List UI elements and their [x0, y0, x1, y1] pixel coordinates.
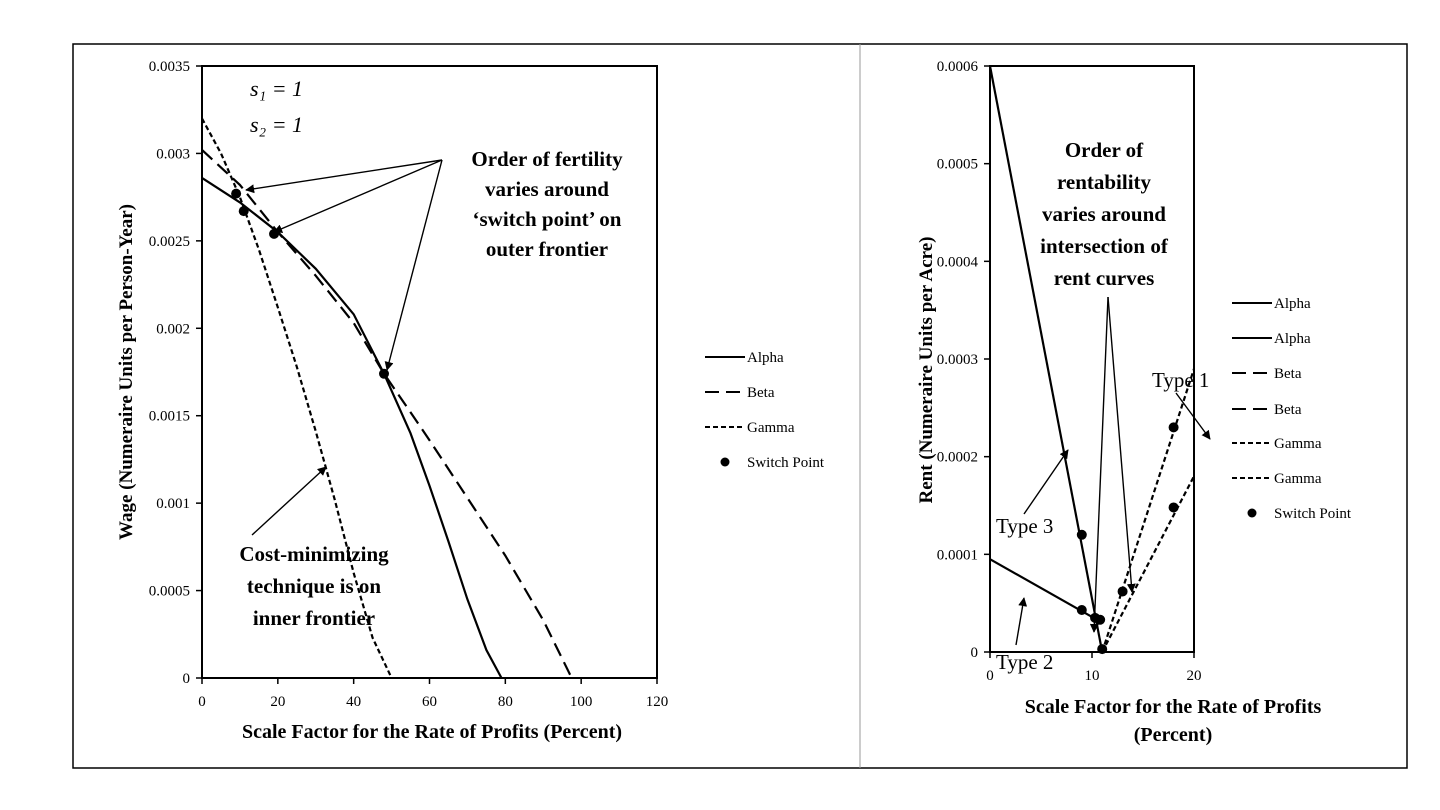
wage-legend: [705, 350, 825, 471]
r-x-tick-label: 20: [1186, 668, 1202, 684]
l-x-tick-label: 60: [422, 694, 437, 710]
switch-point-marker: [1077, 605, 1087, 615]
rentability-line-3: varies around: [1042, 202, 1166, 226]
legend-label-alpha: Alpha: [747, 350, 784, 366]
fertility-arrow-3: [387, 160, 442, 370]
switch-point-marker: [379, 369, 389, 379]
l-y-tick-label: 0.0015: [148, 408, 190, 425]
rent-legend-label-1: Alpha: [1274, 296, 1311, 312]
wage-x-axis-label: Scale Factor for the Rate of Profits (Percent): [241, 721, 623, 743]
l-x-tick-label: 0: [198, 694, 206, 710]
cost-annotation: [239, 542, 389, 630]
l-x-tick-label: 120: [645, 694, 669, 710]
switch-point-marker: [239, 206, 249, 216]
fertility-arrow-2: [274, 160, 442, 232]
type2-arrow: [1016, 598, 1024, 645]
rent-legend-label-3: Beta: [1274, 366, 1302, 382]
switch-point-marker: [1097, 644, 1107, 654]
rent-legend-item-3: [1232, 366, 1302, 382]
legend-item-alpha: [705, 350, 784, 366]
cost-arrow: [252, 467, 326, 535]
l-x-tick-label: 40: [346, 694, 362, 710]
rent-y-axis-label: Rent (Numeraire Units per Acre): [916, 236, 937, 504]
legend-item-switch: [721, 455, 825, 471]
rent-x-axis-label-line-2: (Percent): [1133, 724, 1213, 746]
s1-label: s₁ = 1: [250, 76, 304, 101]
switch-point-marker: [1095, 615, 1105, 625]
rent-legend-item-6: [1232, 471, 1322, 487]
l-x-tick-label: 100: [569, 694, 593, 710]
l-y-tick-label: 0.0025: [148, 233, 190, 250]
series-line-gamma: [1102, 476, 1194, 652]
switch-point-marker: [231, 189, 241, 199]
series-line-alpha: [202, 178, 502, 678]
type2-label: Type 2: [996, 650, 1054, 674]
rentability-line-1: Order of: [1064, 138, 1144, 162]
fertility-line-2: varies around: [485, 177, 609, 201]
l-y-tick-label: 0: [182, 671, 190, 687]
rent-legend-label-6: Gamma: [1274, 471, 1322, 487]
cost-line-1: Cost-minimizing: [239, 542, 389, 566]
rent-legend-item-4: [1232, 402, 1302, 418]
s2-label: s₂ = 1: [250, 112, 304, 137]
fertility-arrow-1: [246, 160, 442, 190]
rentability-arrow-1: [1094, 297, 1108, 632]
r-y-tick-label: 0.0006: [936, 59, 978, 75]
series-line-gamma: [1102, 369, 1194, 652]
rent-legend: [1232, 296, 1352, 522]
legend-label-gamma: Gamma: [747, 420, 795, 436]
rent-legend-item-2: [1232, 331, 1311, 347]
fertility-line-4: outer frontier: [485, 237, 609, 261]
cost-line-3: inner frontier: [252, 606, 376, 630]
legend-item-gamma: [705, 420, 795, 436]
rentability-line-5: rent curves: [1053, 266, 1155, 290]
rent-legend-item-7: [1248, 506, 1352, 522]
r-x-tick-label: 0: [986, 668, 994, 684]
wage-x-axis-ticks: [198, 678, 668, 710]
rent-chart: [916, 59, 1352, 758]
switch-point-marker: [1118, 586, 1128, 596]
fertility-line-1: Order of fertility: [471, 147, 623, 171]
legend-item-beta: [705, 385, 775, 401]
legend-label-beta: Beta: [747, 385, 775, 401]
switch-point-marker: [1169, 422, 1179, 432]
rentability-line-4: intersection of: [1040, 234, 1168, 258]
r-y-tick-label: 0.0002: [936, 449, 978, 466]
r-y-tick-label: 0.0003: [936, 352, 978, 368]
legend-marker-switch: [721, 458, 730, 467]
rent-legend-item-1: [1232, 296, 1311, 312]
l-y-tick-label: 0.003: [156, 146, 190, 163]
l-y-tick-label: 0.0035: [148, 59, 190, 75]
rent-legend-label-7: Switch Point: [1274, 506, 1352, 522]
l-y-tick-label: 0.0005: [148, 583, 190, 600]
fertility-annotation: [471, 147, 623, 261]
r-y-tick-label: 0: [970, 645, 978, 661]
l-x-tick-label: 20: [270, 694, 286, 710]
rent-legend-label-4: Beta: [1274, 402, 1302, 418]
rent-x-axis-label-line-1: Scale Factor for the Rate of Profits: [1024, 696, 1322, 718]
type1-label: Type 1: [1152, 368, 1210, 392]
rentability-line-2: rentability: [1056, 170, 1152, 194]
cost-line-2: technique is on: [246, 574, 382, 598]
wage-y-axis-ticks: [149, 59, 202, 687]
r-x-tick-label: 10: [1084, 668, 1100, 684]
wage-chart: [116, 59, 825, 743]
rent-legend-label-5: Gamma: [1274, 436, 1322, 452]
rent-legend-item-5: [1232, 436, 1322, 452]
figure-frame: [73, 44, 1407, 768]
rentability-arrow-2: [1108, 297, 1132, 592]
r-y-tick-label: 0.0004: [936, 254, 978, 271]
switch-point-marker: [1169, 502, 1179, 512]
r-y-tick-label: 0.0005: [936, 156, 978, 173]
type3-arrow: [1024, 450, 1068, 514]
r-y-tick-label: 0.0001: [936, 547, 978, 564]
wage-y-axis-label: Wage (Numeraire Units per Person-Year): [116, 204, 137, 540]
l-y-tick-label: 0.001: [156, 496, 190, 513]
rent-y-axis-ticks: [937, 59, 990, 661]
type3-label: Type 3: [996, 514, 1054, 538]
l-y-tick-label: 0.002: [156, 321, 190, 338]
switch-point-marker: [1077, 530, 1087, 540]
fertility-line-3: ‘switch point’ on: [472, 207, 622, 231]
rentability-annotation: [1040, 138, 1169, 290]
legend-label-switch: Switch Point: [747, 455, 825, 471]
rent-legend-label-2: Alpha: [1274, 331, 1311, 347]
rent-legend-marker-switch: [1248, 509, 1257, 518]
l-x-tick-label: 80: [497, 694, 513, 710]
